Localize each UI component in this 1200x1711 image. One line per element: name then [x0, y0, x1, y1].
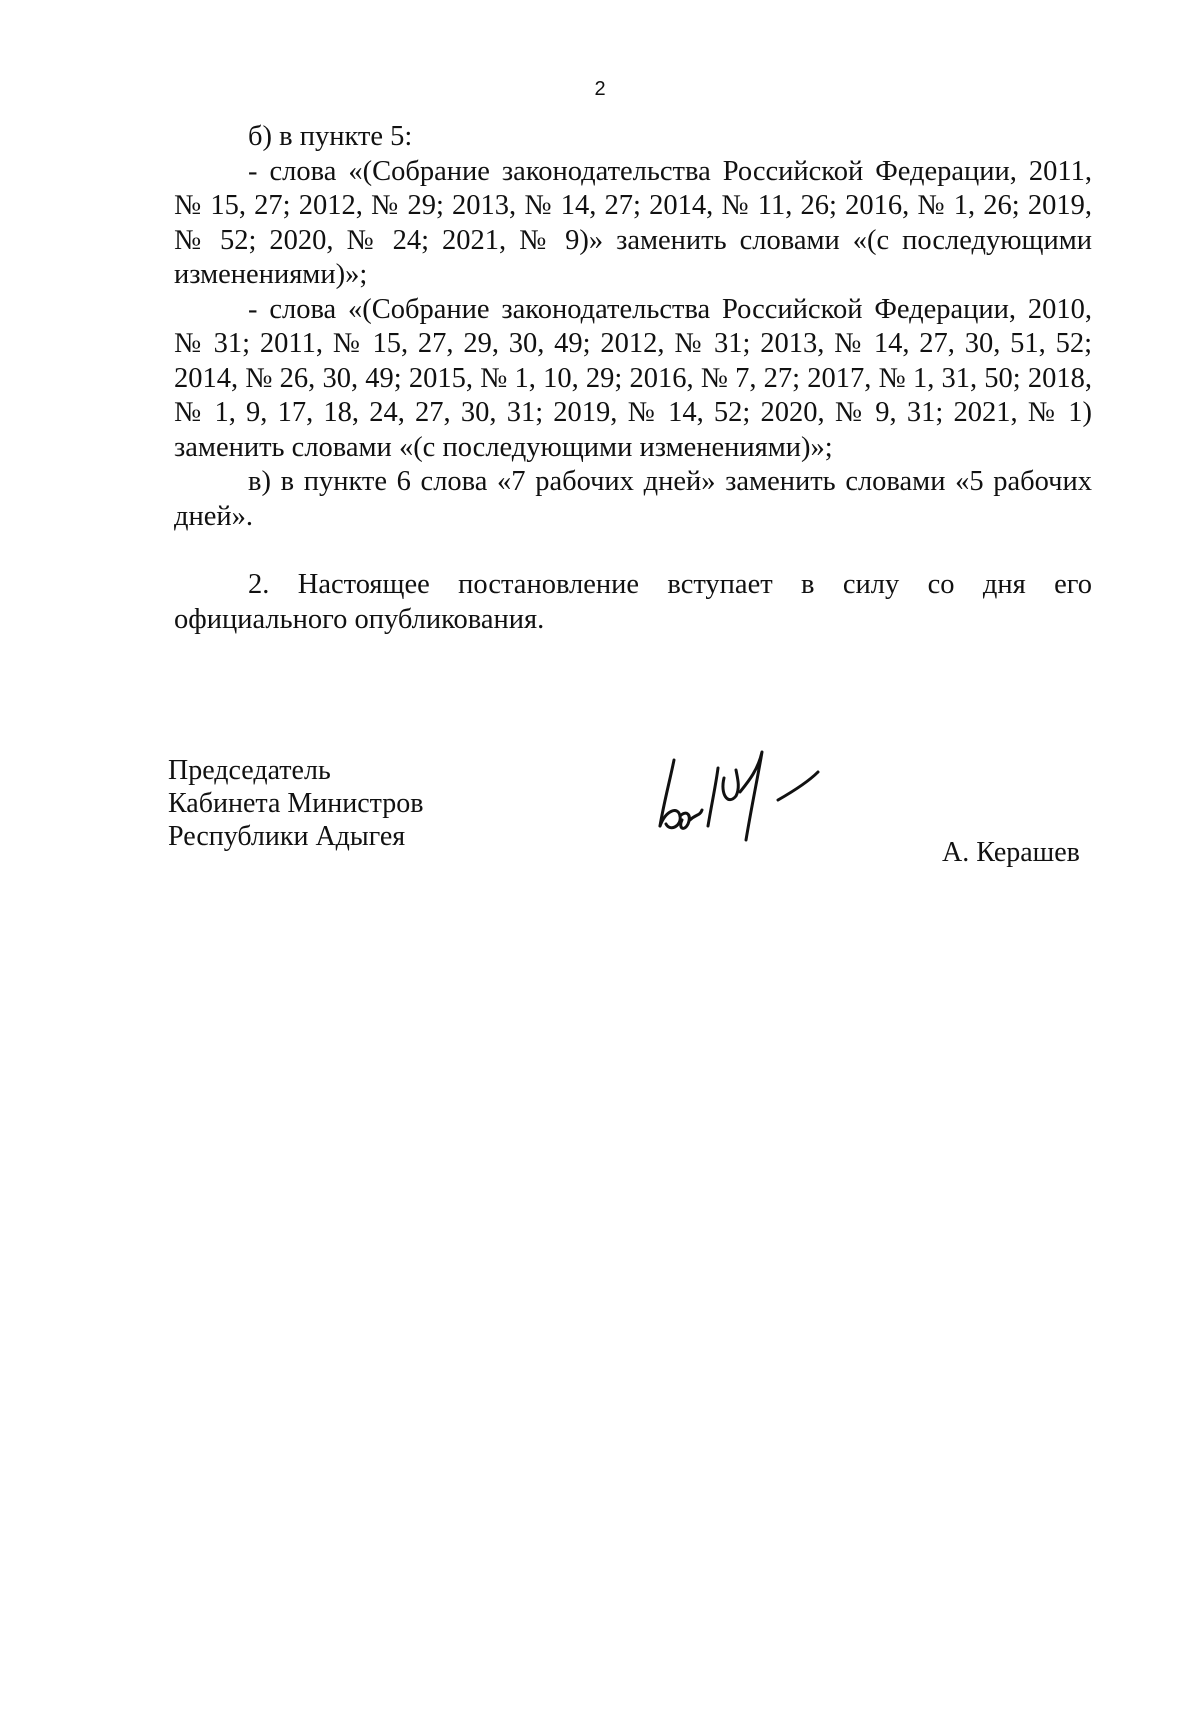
paragraph-replace-words-1: - слова «(Собрание законодательства Российской Федерации, 2011, № 15, 27; 2012, № 29; 2013, № 14, 27; 2014, № 11, 26; 2016, № 1, 26; 2019, № 52; 2020, № 24; 2021, № 9)» заменить словами «(с последующими изменениями)»;: [174, 155, 1092, 290]
paragraph-effective-date: 2. Настоящее постановление вступает в силу со дня его официального опубликования.: [174, 569, 1092, 635]
signatory-title-line: Республики Адыгея: [168, 821, 406, 852]
signer-name: А. Керашев: [942, 837, 1080, 868]
signature-icon: [640, 740, 840, 850]
paragraph-item-v: в) в пункте 6 слова «7 рабочих дней» заменить словами «5 рабочих дней».: [174, 466, 1092, 532]
paragraph-item-b: б) в пункте 5:: [248, 121, 413, 152]
paragraph-replace-words-2: - слова «(Собрание законодательства Российской Федерации, 2010, № 31; 2011, № 15, 27, 29, 30, 49; 2012, № 31; 2013, № 14, 27, 30, 51, 52; 2014, № 26, 30, 49; 2015, № 1, 10, 29; 2016, № 7, 27; 2017, № 1, 31, 50; 2018, № 1, 9, 17, 18, 24, 27, 30, 31; 2019, № 14, 52; 2020, № 9, 31; 2021, № 1) заменить словами «(с последующими изменениями)»;: [174, 293, 1092, 463]
page-number: 2: [594, 78, 606, 100]
document-body: [174, 120, 1092, 637]
signatory-title-line: Кабинета Министров: [168, 788, 424, 819]
signatory-title-line: Председатель: [168, 755, 331, 786]
signatory-title: [168, 754, 423, 853]
